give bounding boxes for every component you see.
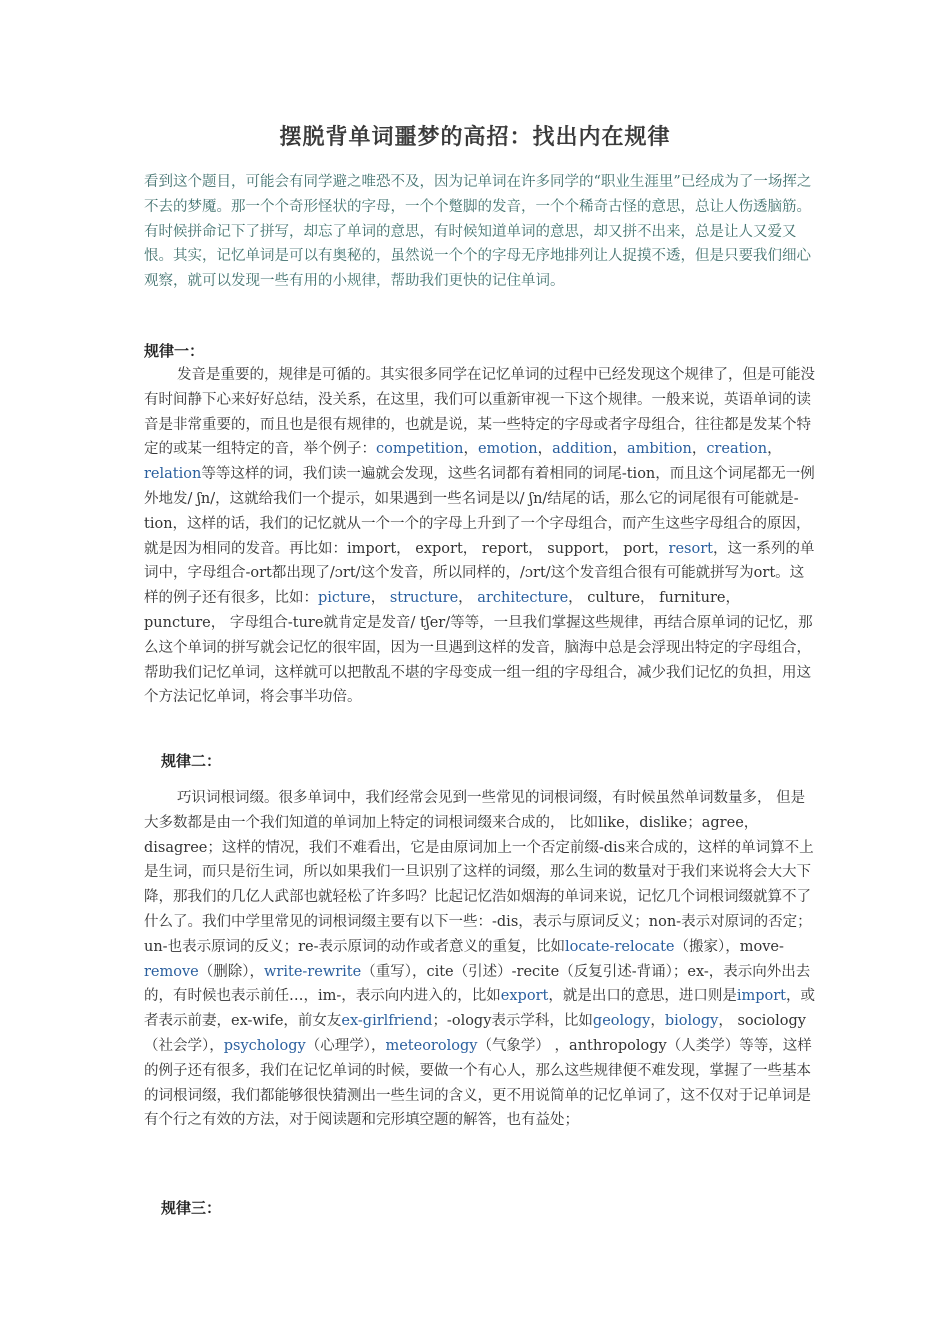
example-word: addition: [552, 441, 613, 458]
example-word: creation: [706, 441, 768, 458]
example-word: geology: [592, 1013, 651, 1030]
rule-two-heading: 规律二：: [161, 752, 222, 770]
example-word: locate-relocate: [565, 938, 675, 955]
rule-one-heading: 规律一：: [144, 342, 205, 360]
example-word: resort: [668, 540, 713, 557]
rule-two-paragraph: 巧识词根词缀。很多单词中，我们经常会见到一些常见的词根词缀，有时候虽然单词数量多， 但是大多数都是由一个我们知道的单词加上特定的词根词缀来合成的， 比如like，dislike；agree，disagree；这样的情况，我们不难看出，它是由原词加上一个否定前缀-dis来合成的，这样的单词算不上是生词，而只是衍生词，所以如果我们一旦识别了这样的词缀，那么生词的数量对于我们来说将会大大下降，那我们的几亿人武部也就轻松了许多吗？比起记忆浩如烟海的单词来说，记忆几个词根词缀就算不了什么了。我们中学里常见的词根词缀主要有以下一些：-dis，表示与原词反义；non-表示对原词的否定；un-也表示原词的反义；re-表示原词的动作或者意义的重复，比如locate-relocate（搬家），move-remove（删除），write-rewrite（重写），cite（引述）-recite（反复引述-背诵）；ex-，表示向外出去的，有时候也表示前任…，im-，表示向内进入的，比如export，就是出口的意思，进口则是import，或者表示前妻，ex-wife，前女友ex-girlfriend；-ology表示学科，比如geology，biology， sociology（社会学），psychology（心理学），meteorology（气象学） ，anthropology（人类学）等等，这样的例子还有很多，我们在记忆单词的时候，要做一个有心人，那么这些规律便不难发现，掌握了一些基本的词根词缀，我们都能够很快猜测出一些生词的含义，更不用说简单的记忆单词了，这不仅对于记单词是有个行之有效的方法，对于阅读题和完形填空题的解答，也有益处；: [144, 790, 815, 1129]
rule-one-paragraph: 发音是重要的，规律是可循的。其实很多同学在记忆单词的过程中已经发现这个规律了，但是可能没有时间静下心来好好总结，没关系，在这里，我们可以重新审视一下这个规律。一般来说，英语单词的读音是非常重要的，而且也是很有规律的，也就是说，某一些特定的字母或者字母组合，往往都是发某个特定的或某一组特定的音，举个例子：competition，emotion，addition，ambition，creation，relation等等这样的词，我们读一遍就会发现，这些名词都有着相同的词尾-tion，而且这个词尾都无一例外地发/ ʃn/，这就给我们一个提示，如果遇到一些名词是以/ ʃn/结尾的话，那么它的词尾很有可能就是-tion，这样的话，我们的记忆就从一个一个的字母上升到了一个字母组合，而产生这些字母组合的原因，就是因为相同的发音。再比如：import， export， report， support， port，resort，这一系列的单词中，字母组合-ort都出现了/ɔrt/这个发音，所以同样的，/ɔrt/这个发音组合很有可能就拼写为ort。这样的例子还有很多，比如：picture， structure， architecture， culture， furniture， puncture， 字母组合-ture就肯定是发音/ tʃer/等等，一旦我们掌握这些规律，再结合原单词的记忆，那么这个单词的拼写就会记忆的很牢固，因为一旦遇到这样的发音，脑海中总是会浮现出特定的字母组合，帮助我们记忆单词，这样就可以把散乱不堪的字母变成一组一组的字母组合，减少我们记忆的负担，用这个方法记忆单词，将会事半功倍。: [144, 367, 815, 706]
example-word: export: [500, 988, 549, 1005]
example-word: emotion: [477, 441, 538, 458]
example-word: remove: [144, 963, 199, 980]
example-word: picture: [318, 590, 371, 607]
example-word: psychology: [223, 1037, 306, 1054]
example-word: import: [736, 988, 786, 1005]
example-word: relation: [144, 466, 202, 483]
rule-three-heading: 规律三：: [161, 1199, 222, 1217]
example-word: ambition: [626, 441, 692, 458]
example-word: meteorology: [385, 1037, 478, 1054]
example-word: write-rewrite: [264, 963, 362, 980]
example-word: ex-girlfriend: [341, 1013, 433, 1030]
example-word: structure: [389, 590, 459, 607]
example-word: architecture: [477, 590, 569, 607]
example-word: biology: [664, 1013, 719, 1030]
document-title: 摆脱背单词噩梦的高招：找出内在规律: [279, 125, 671, 150]
intro-paragraph: 看到这个题目，可能会有同学避之唯恐不及，因为记单词在许多同学的“职业生涯里”已经成为了一场挥之不去的梦魇。那一个个奇形怪状的字母，一个个蹩脚的发音，一个个稀奇古怪的意思，总让人伤透脑筋。有时候拼命记下了拼写，却忘了单词的意思，有时候知道单词的意思，却又拼不出来，总是让人又爱又恨。其实，记忆单词是可以有奥秘的，虽然说一个个的字母无序地排列让人捉摸不透，但是只要我们细心观察，就可以发现一些有用的小规律，帮助我们更快的记住单词。: [144, 174, 812, 290]
example-word: competition: [376, 441, 464, 458]
